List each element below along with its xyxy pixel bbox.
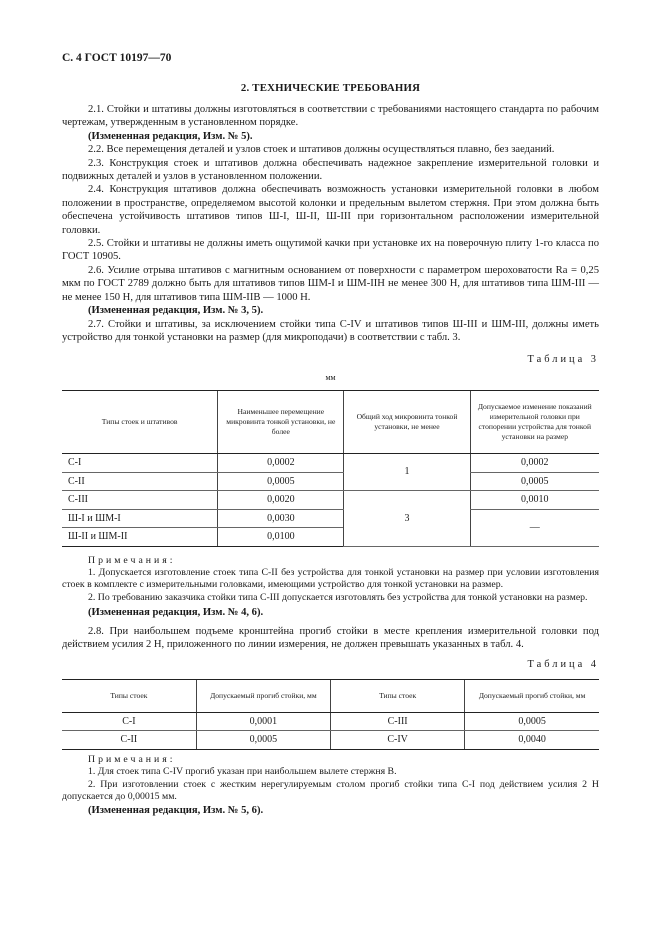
amendment-note: (Измененная редакция, Изм. № 5, 6). xyxy=(88,804,264,816)
table-cell: Ш-I и ШМ-I xyxy=(62,509,218,528)
table-cell: 0,0005 xyxy=(218,472,344,491)
table-cell: 0,0005 xyxy=(470,472,599,491)
table-3-label: Таблица 3 xyxy=(527,354,599,366)
paragraph-2-1: 2.1. Стойки и штативы должны изготовляться в соответствии с требованиями настоящего стандарта по рабочим чертежам, утвержденным в установленном порядке. xyxy=(62,104,599,129)
table-row xyxy=(62,472,599,491)
table-cell: 0,0002 xyxy=(218,454,344,473)
paragraph-2-5: 2.5. Стойки и штативы не должны иметь ощутимой качки при установке их на поверочную плиту 1-го класса по ГОСТ 10905. xyxy=(62,238,599,263)
note-item: 2. По требованию заказчика стойки типа С-III допускается изготовлять без устройства для тонкой установки на размер. xyxy=(88,591,588,603)
paragraph-2-2: 2.2. Все перемещения деталей и узлов стоек и штативов должны осуществляться плавно, без заеданий. xyxy=(88,144,555,156)
table-cell: С-II xyxy=(62,472,218,491)
table-4-label: Таблица 4 xyxy=(527,659,599,671)
table-cell: — xyxy=(470,509,599,546)
table-cell: 0,0005 xyxy=(196,731,330,750)
amendment-note: (Измененная редакция, Изм. № 5). xyxy=(88,130,253,142)
table-header: Типы стоек и штативов xyxy=(62,391,218,454)
table-3-unit: мм xyxy=(325,372,336,382)
section-title: 2. ТЕХНИЧЕСКИЕ ТРЕБОВАНИЯ xyxy=(240,82,421,94)
table-cell: Ш-II и ШМ-II xyxy=(62,528,218,547)
paragraph-2-8: 2.8. При наибольшем подъеме кронштейна прогиб стойки в месте крепления измерительной головки под действием усилия 2 Н, приложенного по линии измерения, не должен превышать указанных в табл. 4. xyxy=(62,625,599,651)
table-header: Допускаемый прогиб стойки, мм xyxy=(196,679,330,712)
paragraph-2-7: 2.7. Стойки и штативы, за исключением стойки типа С-IV и штативов типов Ш-III и ШМ-III, должны иметь устройство для тонкой установки на размер (для микроподачи) в соответствии с табл. 3. xyxy=(62,318,599,343)
table-header: Типы стоек xyxy=(62,679,196,712)
table-3 xyxy=(62,390,599,547)
document-body xyxy=(62,103,599,817)
paragraph-2-4: 2.4. Конструкция штативов должна обеспечивать возможность установки измерительной головки в любом положении в пространстве, определяемом высотой колонки и предельным вылетом стержня. При этом должна быть обеспечена устойчивость штативов типов Ш-I, Ш-II, Ш-III при горизонтальном расположении измерительной головки. xyxy=(62,184,599,236)
table-cell: 0,0002 xyxy=(470,454,599,473)
table-header: Общий ход микровинта тонкой установки, не менее xyxy=(344,391,470,454)
amendment-note: (Измененная редакция, Изм. № 3, 5). xyxy=(88,305,264,317)
table-cell: С-II xyxy=(62,731,196,750)
paragraph-2-6: 2.6. Усилие отрыва штативов с магнитным основанием от поверхности с параметром шероховатости Ra = 0,25 мкм по ГОСТ 2789 должно быть для штативов типов ШМ-I и ШМ-IIН не менее 300 Н, для штативов типа ШМ-III — не менее 150 Н, для штативов типа ШМ-IIВ — 1000 Н. xyxy=(62,264,599,303)
table-cell: С-III xyxy=(331,712,465,731)
table-cell: 0,0040 xyxy=(465,731,599,750)
page-header: С. 4 ГОСТ 10197—70 xyxy=(62,52,172,64)
note-item: 1. Допускается изготовление стоек типа С-II без устройства для тонкой установки на размер при условии изготовления стоек в комплекте с измерительными головками, имеющими устройство для тонкой установки на размер. xyxy=(62,567,599,591)
table-row xyxy=(62,712,599,731)
table-cell: 0,0001 xyxy=(196,712,330,731)
table-cell: 0,0030 xyxy=(218,509,344,528)
table-row xyxy=(62,731,599,750)
table-header: Типы стоек xyxy=(331,679,465,712)
table-cell: 0,0020 xyxy=(218,491,344,510)
table-cell: 3 xyxy=(344,491,470,547)
table-header: Допускаемое изменение показаний измерительной головки при стопорении устройства для тонкой установки на размер xyxy=(470,391,599,454)
table-cell: С-III xyxy=(62,491,218,510)
note-item: 1. Для стоек типа С-IV прогиб указан при наибольшем вылете стержня В. xyxy=(88,766,397,778)
note-item: 2. При изготовлении стоек с жестким нерегулируемым столом прогиб стойки типа С-I под действием усилия 2 Н допускается до 0,00015 мм. xyxy=(62,778,599,803)
table-row xyxy=(62,454,599,473)
table-cell: 0,0005 xyxy=(465,712,599,731)
table-cell: 0,0100 xyxy=(218,528,344,547)
amendment-note: (Измененная редакция, Изм. № 4, 6). xyxy=(88,607,264,619)
table-header: Наименьшее перемещение микровинта тонкой установки, не более xyxy=(218,391,344,454)
table-cell: 0,0010 xyxy=(470,491,599,510)
table-cell: С-I xyxy=(62,712,196,731)
table-cell: С-I xyxy=(62,454,218,473)
table-header: Допускаемый прогиб стойки, мм xyxy=(465,679,599,712)
notes-heading: Примечания: xyxy=(88,554,176,566)
table-row xyxy=(62,509,599,528)
paragraph-2-3: 2.3. Конструкция стоек и штативов должна обеспечивать надежное закрепление измерительной головки и подвижных деталей и узлов в установленном положении. xyxy=(62,157,599,183)
table-row xyxy=(62,491,599,510)
notes-heading: Примечания: xyxy=(88,753,176,765)
table-cell: 1 xyxy=(344,454,470,491)
table-cell: С-IV xyxy=(331,731,465,750)
table-4 xyxy=(62,679,599,750)
